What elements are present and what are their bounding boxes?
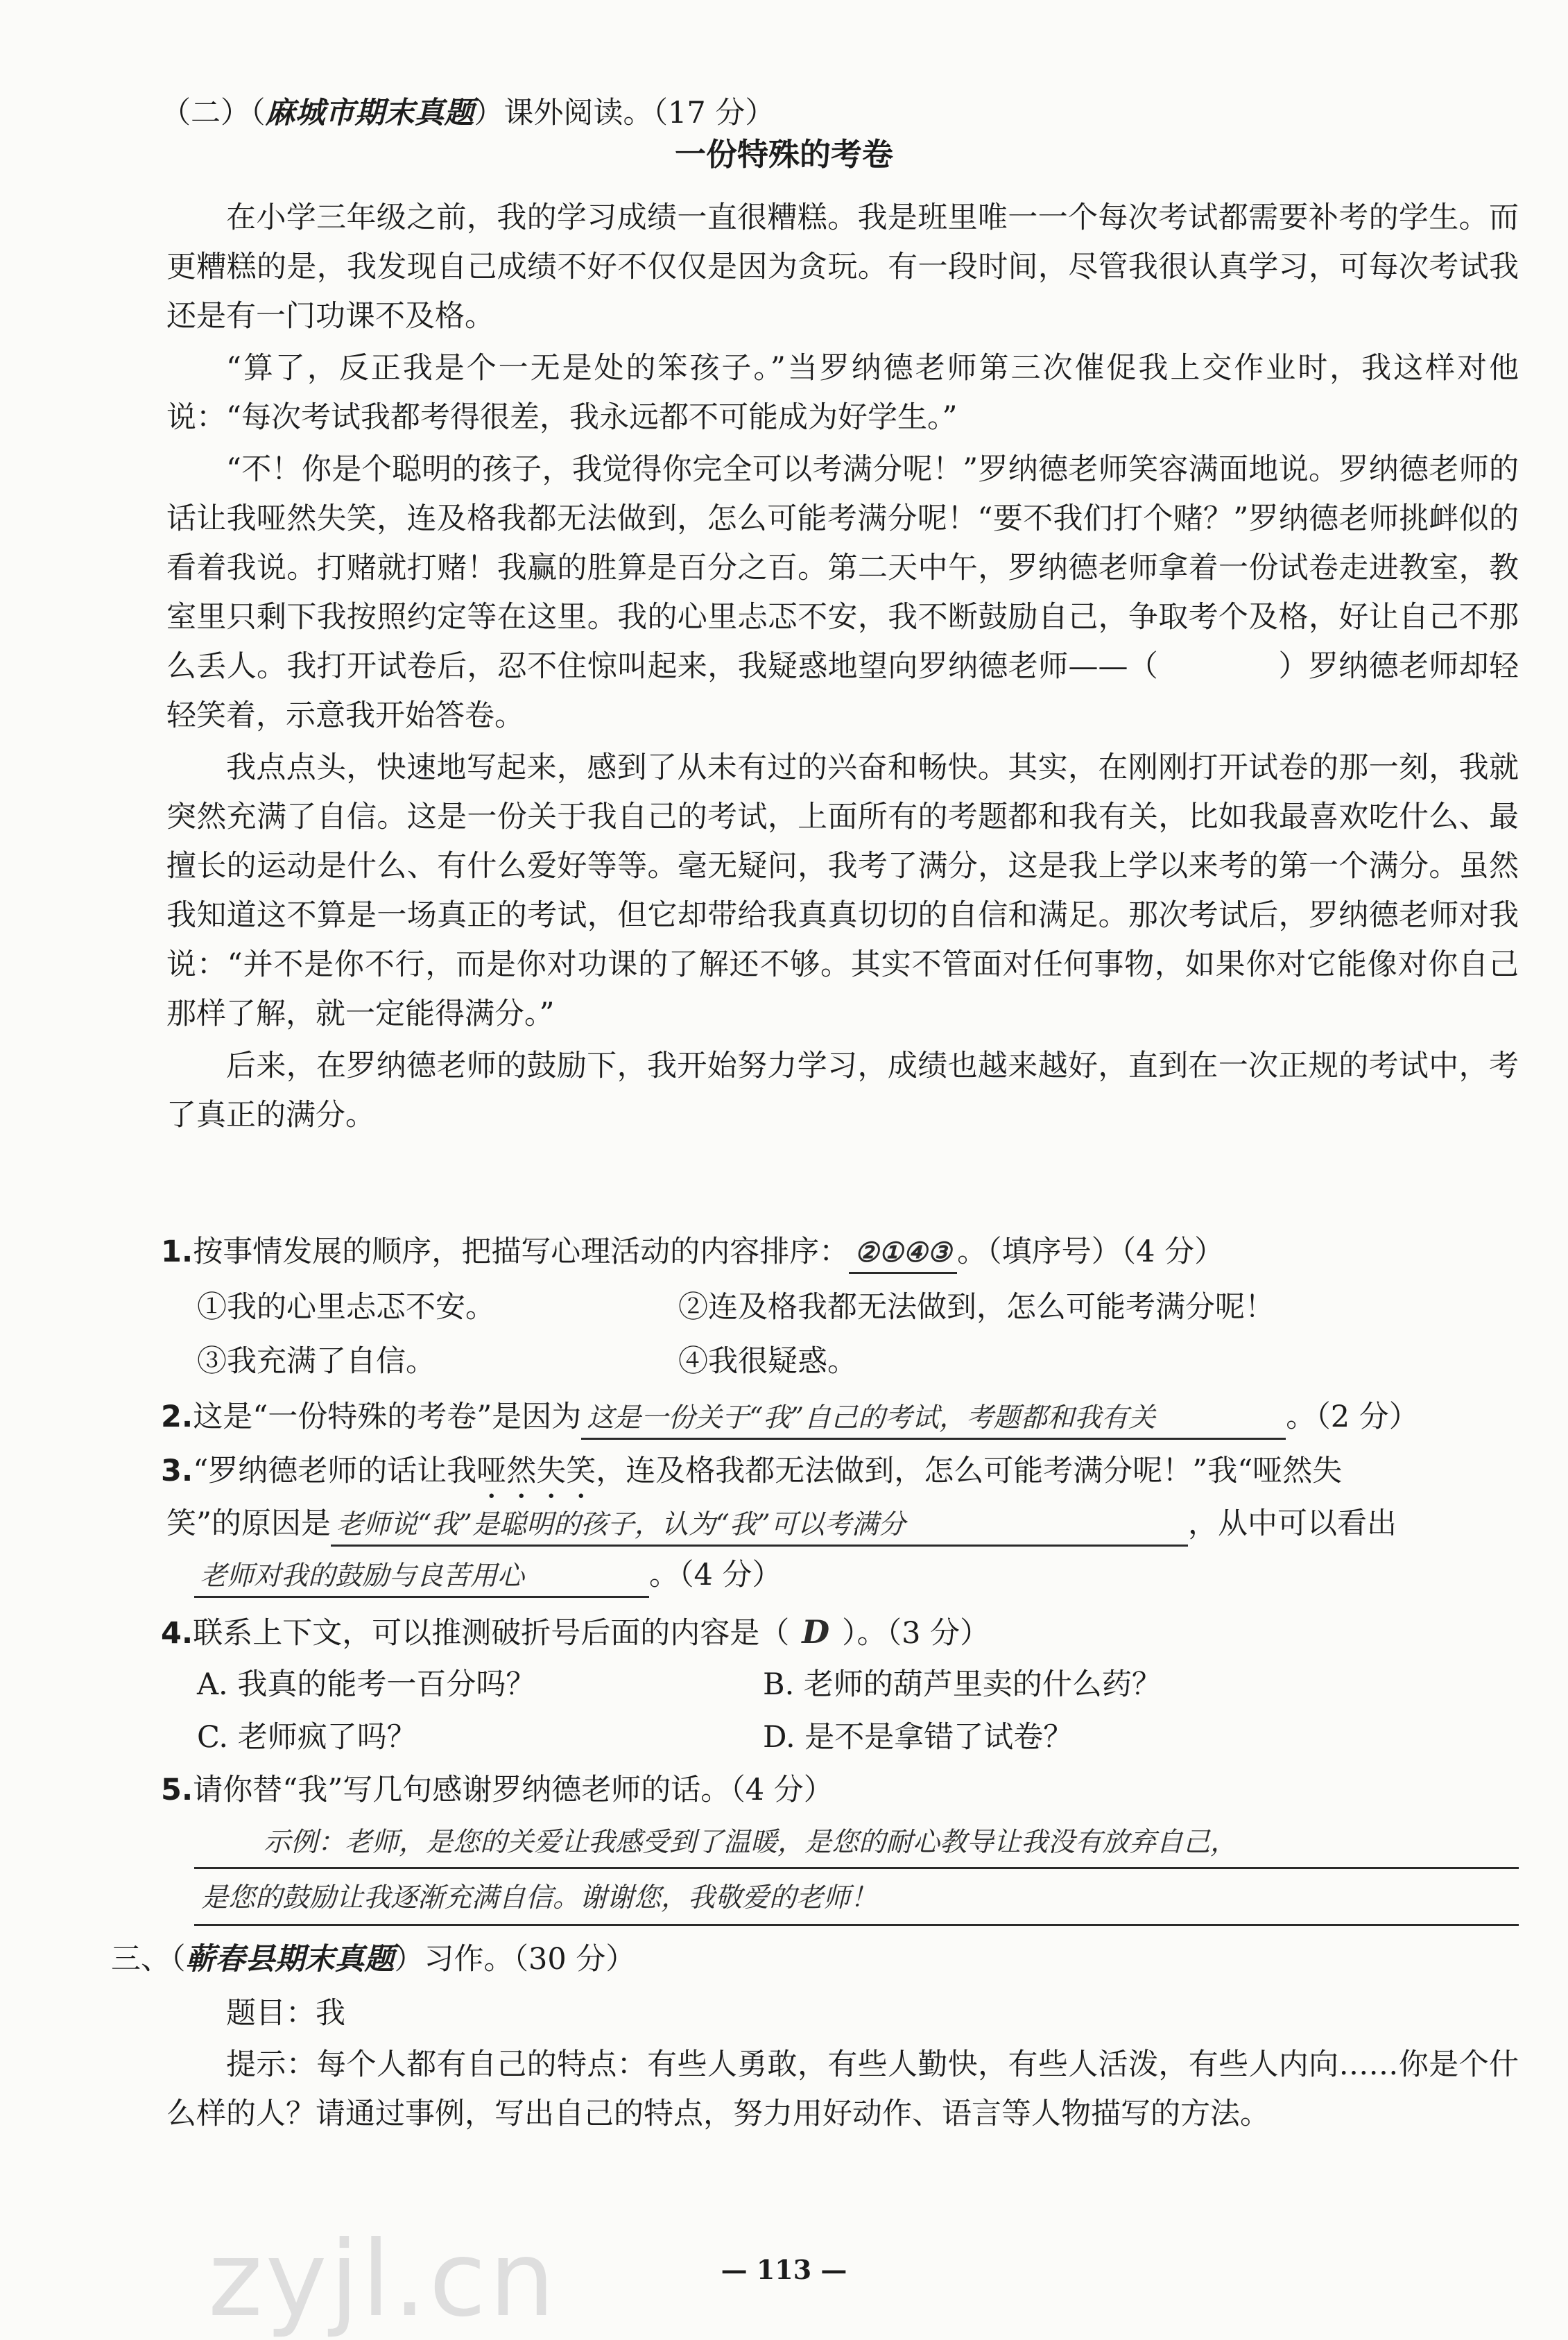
q4-option-c: C. 老师疯了吗？	[197, 1720, 417, 1755]
paragraph-1: 在小学三年级之前，我的学习成绩一直很糟糕。我是班里唯一一个每次考试都需要补考的学生。而更糟糕的是，我发现自己成绩不好不仅仅是因为贪玩。有一段时间，尽管我很认真学习，可每次考试我还是有一门功课不及格。	[166, 200, 1519, 334]
paragraph-4: 我点点头，快速地写起来，感到了从未有过的兴奋和畅快。其实，在刚刚打开试卷的那一刻，我就突然充满了自信。这是一份关于我自己的考试，上面所有的考题都和我有关，比如我最喜欢吃什么、最擅长的运动是什么、有什么爱好等等。毫无疑问，我考了满分，这是我上学以来考的第一个满分。虽然我知道这不算是一场真正的考试，但它却带给我真真切切的自信和满足。那次考试后，罗纳德老师对我说：“并不是你不行，而是你对功课的了解还不够。其实不管面对任何事物，如果你对它能像对你自己那样了解，就一定能得满分。”	[166, 750, 1519, 1031]
section-three-source: 蕲春县期末真题	[185, 1942, 395, 1977]
q1-option-1: ①我的心里忐忑不安。	[197, 1290, 495, 1325]
paragraph-5: 后来，在罗纳德老师的鼓励下，我开始努力学习，成绩也越来越好，直到在一次正规的考试中，考了真正的满分。	[166, 1049, 1519, 1133]
paragraph-2: “算了，反正我是个一无是处的笨孩子。”当罗纳德老师第三次催促我上交作业时，我这样对他说：“每次考试我都考得很差，我永远都不可能成为好学生。”	[166, 351, 1519, 435]
composition-topic: 题目：我	[226, 1996, 345, 2031]
question-4: 4.联系上下文，可以推测破折号后面的内容是（ D ）。（3 分）	[161, 1613, 990, 1651]
q5-answer-rule-2	[194, 1924, 1519, 1926]
q3-answer-1: 老师说“我”是聪明的孩子，认为“我”可以考满分	[331, 1506, 1188, 1547]
q4-option-d: D. 是不是拿错了试卷？	[763, 1720, 1074, 1755]
question-2: 2.这是“一份特殊的考卷”是因为 这是一份关于“我”自己的考试，考题都和我有关 。（2 分）	[161, 1393, 1520, 1442]
question-1: 1.按事情发展的顺序，把描写心理活动的内容排序： ②①④③ 。（填序号）（4 分）	[161, 1228, 1520, 1277]
q5-answer-line-1: 示例：老师，是您的关爱让我感受到了温暖，是您的耐心教导让我没有放弃自己，	[264, 1827, 1238, 1858]
q3-answer-2: 老师对我的鼓励与良苦用心	[194, 1557, 649, 1598]
composition-hint: 提示：每个人都有自己的特点：有些人勇敢，有些人勤快，有些人活泼，有些人内向……你是个什么样的人？请通过事例，写出自己的特点，努力用好动作、语言等人物描写的方法。	[166, 2047, 1519, 2131]
section-two-source: 麻城市期末真题	[265, 96, 474, 130]
page-number: — 113 —	[721, 2254, 847, 2285]
q5-answer-line-2: 是您的鼓励让我逐渐充满自信。谢谢您，我敬爱的老师！	[201, 1882, 878, 1913]
q1-answer: ②①④③	[849, 1233, 957, 1274]
paragraph-3: “不！你是个聪明的孩子，我觉得你完全可以考满分呢！”罗纳德老师笑容满面地说。罗纳德老师的话让我哑然失笑，连及格我都无法做到，怎么可能考满分呢！“要不我们打个赌？”罗纳德老师挑衅似的看着我说。打赌就打赌！我赢的胜算是百分之百。第二天中午，罗纳德老师拿着一份试卷走进教室，教室里只剩下我按照约定等在这里。我的心里忐忑不安，我不断鼓励自己，争取考个及格，好让自己不那么丢人。我打开试卷后，忍不住惊叫起来，我疑惑地望向罗纳德老师——（ ）罗纳德老师却轻轻笑着，示意我开始答卷。	[166, 452, 1519, 733]
q4-answer: D	[802, 1613, 830, 1651]
question-3-line-2: 笑”的原因是 老师说“我”是聪明的孩子，认为“我”可以考满分 ，从中可以看出	[166, 1499, 1526, 1549]
emphasis-text: 哑然失笑	[476, 1454, 596, 1488]
q1-option-3: ③我充满了自信。	[197, 1344, 436, 1379]
section-three-heading: 三、（蕲春县期末真题）习作。（30 分）	[111, 1942, 636, 1977]
passage-title: 一份特殊的考卷	[674, 136, 893, 173]
watermark: zyjl.cn	[208, 2219, 558, 2340]
q1-option-2: ②连及格我都无法做到，怎么可能考满分呢！	[678, 1290, 1275, 1325]
q5-answer-rule-1	[194, 1867, 1519, 1869]
q2-answer: 这是一份关于“我”自己的考试，考题都和我有关	[581, 1399, 1286, 1440]
question-3-line-3: 老师对我的鼓励与良苦用心 。（4 分）	[194, 1551, 1553, 1600]
question-5: 5.请你替“我”写几句感谢罗纳德老师的话。（4 分）	[161, 1773, 834, 1807]
q4-option-a: A. 我真的能考一百分吗？	[197, 1667, 536, 1702]
question-3-line-1: 3.“罗纳德老师的话让我哑然失笑，连及格我都无法做到，怎么可能考满分呢！”我“哑然失	[161, 1454, 1343, 1488]
passage	[166, 193, 1519, 1140]
q1-option-4: ④我很疑惑。	[678, 1344, 857, 1379]
q4-option-b: B. 老师的葫芦里卖的什么药？	[763, 1667, 1162, 1702]
section-two-heading: （二）（麻城市期末真题）课外阅读。（17 分）	[161, 96, 775, 130]
